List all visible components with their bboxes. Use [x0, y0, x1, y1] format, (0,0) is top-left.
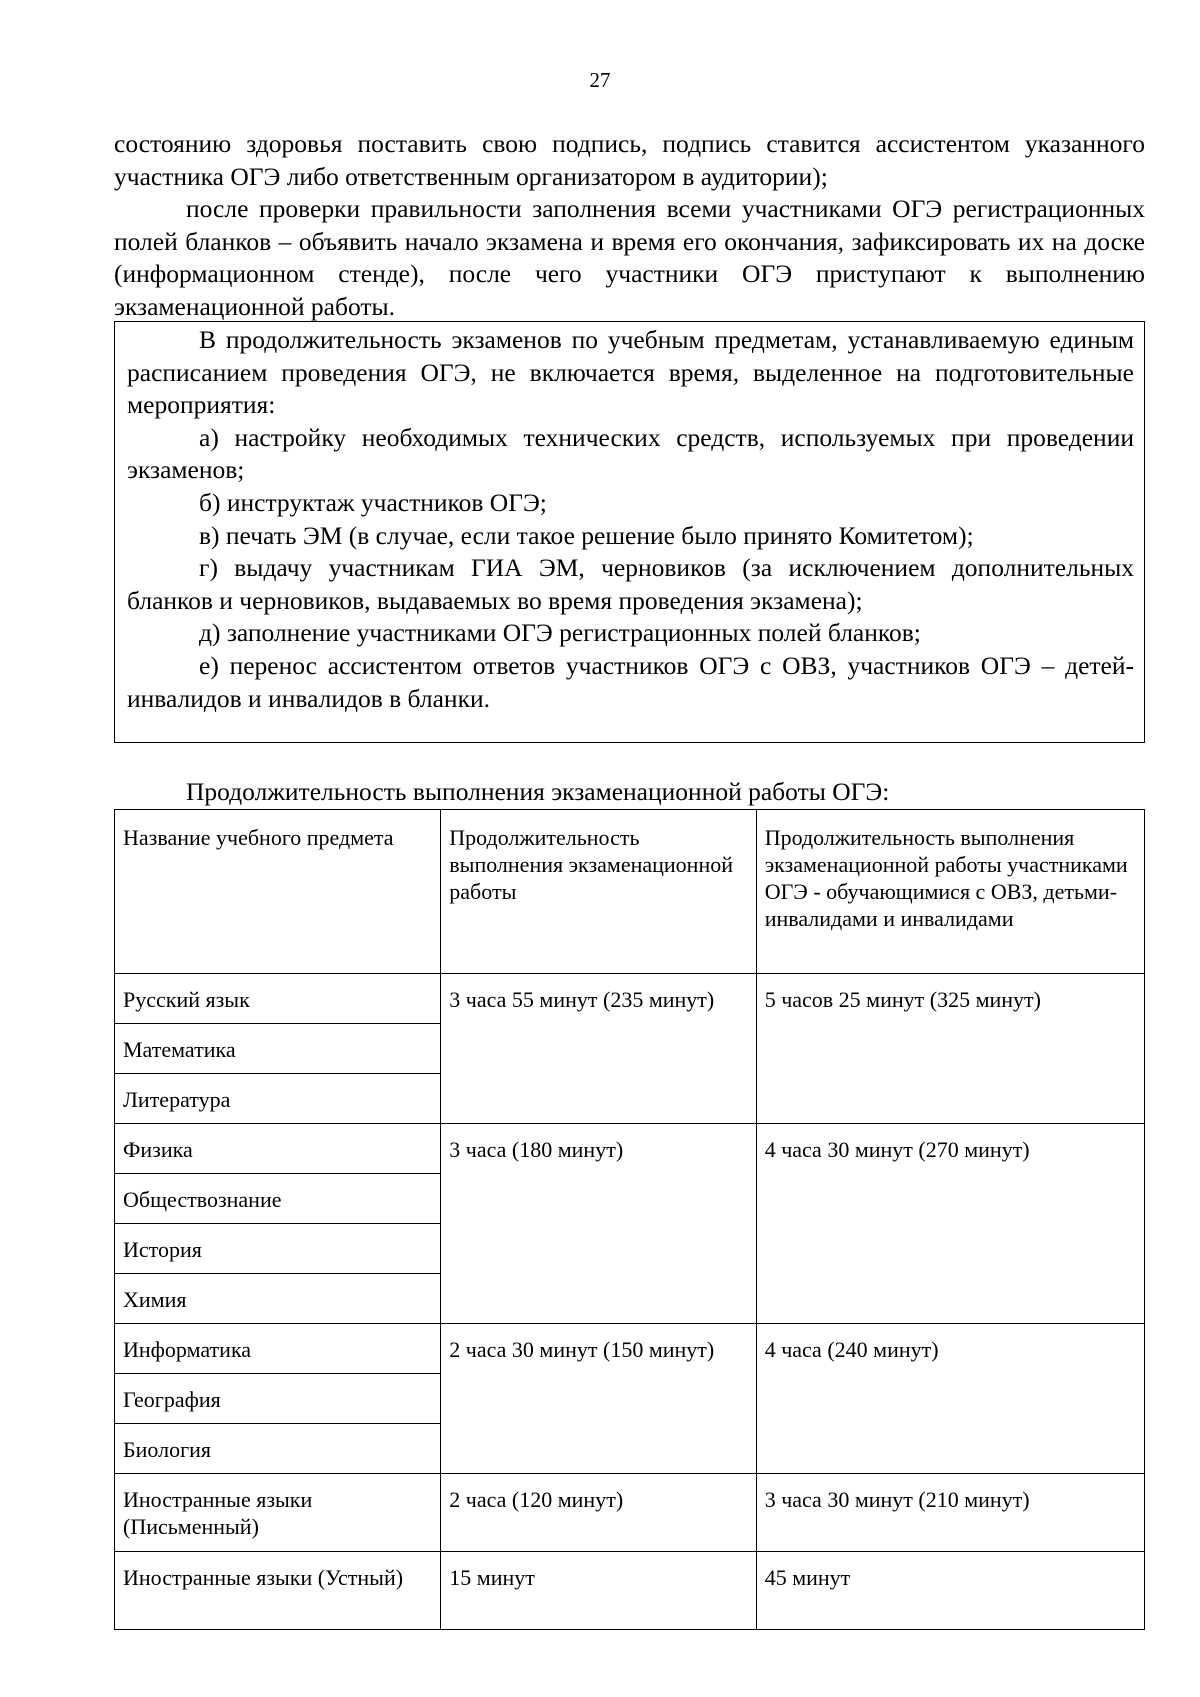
table-row	[115, 1124, 1145, 1174]
table-row	[115, 1552, 1145, 1630]
intro-paragraph-1: состоянию здоровья поставить свою подпись, подпись ставится ассистентом указанного участника ОГЭ либо ответственным организатором в аудитории);	[114, 129, 1145, 191]
subject-cell: География	[115, 1374, 441, 1424]
box-item-d: д) заполнение участниками ОГЭ регистрационных полей бланков;	[199, 618, 921, 648]
duration-ovz-cell: 5 часов 25 минут (325 минут)	[756, 974, 1144, 1124]
duration-ovz-cell: 4 часа 30 минут (270 минут)	[756, 1124, 1144, 1324]
duration-ovz-cell: 4 часа (240 минут)	[756, 1324, 1144, 1474]
duration-cell: 15 минут	[441, 1552, 756, 1630]
subject-cell: Иностранные языки (Устный)	[115, 1552, 441, 1630]
box-item-v: в) печать ЭМ (в случае, если такое решение было принято Комитетом);	[199, 520, 974, 550]
subject-cell: Химия	[115, 1274, 441, 1324]
subject-cell: Иностранные языки (Письменный)	[115, 1474, 441, 1552]
subject-cell: Русский язык	[115, 974, 441, 1024]
duration-ovz-cell: 3 часа 30 минут (210 минут)	[756, 1474, 1144, 1552]
subject-cell: Физика	[115, 1124, 441, 1174]
box-item-g: г) выдачу участникам ГИА ЭМ, черновиков (за исключением дополнительных бланков и черновиков, выдаваемых во время проведения экзамена);	[127, 553, 1134, 615]
duration-cell: 2 часа (120 минут)	[441, 1474, 756, 1552]
table-header-row	[115, 810, 1145, 974]
preparation-box	[114, 321, 1145, 743]
duration-cell: 2 часа 30 минут (150 минут)	[441, 1324, 756, 1474]
duration-cell: 3 часа 55 минут (235 минут)	[441, 974, 756, 1124]
duration-cell: 3 часа (180 минут)	[441, 1124, 756, 1324]
box-item-e: е) перенос ассистентом ответов участников ОГЭ с ОВЗ, участников ОГЭ – детей-инвалидов и инвалидов в бланки.	[127, 650, 1134, 713]
table-row	[115, 1324, 1145, 1374]
header-duration: Продолжительность выполнения экзаменационной работы	[441, 810, 756, 974]
table-title: Продолжительность выполнения экзаменационной работы ОГЭ:	[186, 777, 890, 806]
table-row	[115, 974, 1145, 1024]
subject-cell: Биология	[115, 1424, 441, 1474]
duration-table	[114, 809, 1145, 1630]
table-row	[115, 1474, 1145, 1552]
duration-ovz-cell: 45 минут	[756, 1552, 1144, 1630]
intro-paragraph-2: после проверки правильности заполнения всеми участниками ОГЭ регистрационных полей бланков – объявить начало экзамена и время его окончания, зафиксировать их на доске (информационном стенде), после чего участники ОГЭ приступают к выполнению экзаменационной работы.	[114, 194, 1145, 321]
header-subject: Название учебного предмета	[115, 810, 441, 974]
header-duration-ovz: Продолжительность выполнения экзаменационной работы участниками ОГЭ - обучающимися с ОВЗ, детьми-инвалидами и инвалидами	[756, 810, 1144, 974]
subject-cell: Математика	[115, 1024, 441, 1074]
subject-cell: История	[115, 1224, 441, 1274]
box-item-b: б) инструктаж участников ОГЭ;	[199, 487, 547, 517]
page-number: 27	[589, 68, 611, 92]
box-lead: В продолжительность экзаменов по учебным предметам, устанавливаемую единым расписанием проведения ОГЭ, не включается время, выделенное на подготовительные мероприятия:	[127, 325, 1134, 420]
subject-cell: Литература	[115, 1074, 441, 1124]
subject-cell: Обществознание	[115, 1174, 441, 1224]
intro-text	[114, 128, 1145, 323]
subject-cell: Информатика	[115, 1324, 441, 1374]
box-item-a: а) настройку необходимых технических средств, используемых при проведении экзаменов;	[127, 422, 1134, 485]
